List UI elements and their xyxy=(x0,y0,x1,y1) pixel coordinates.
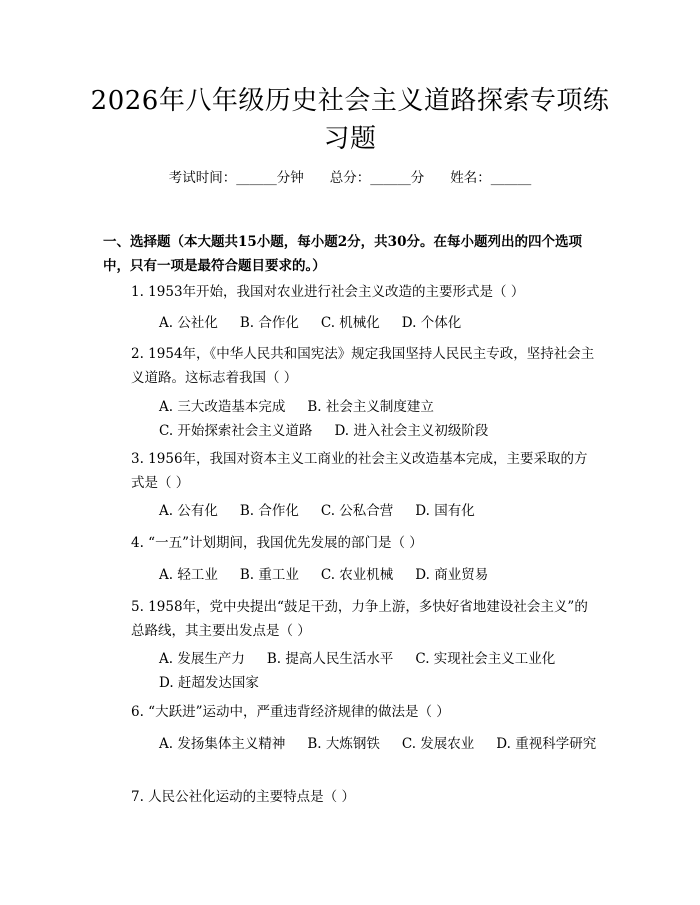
question-6-options xyxy=(103,732,599,756)
question-stem: 6. “大跃进”运动中，严重违背经济规律的做法是（ ） xyxy=(131,704,450,720)
option-c: C. 农业机械 xyxy=(320,567,394,583)
page-title: 2026年八年级历史社会主义道路探索专项练习题 xyxy=(90,86,610,154)
option-b: B. 合作化 xyxy=(239,315,299,331)
question-1-options xyxy=(103,311,599,335)
question-stem: 1. 1953年开始，我国对农业进行社会主义改造的主要形式是（ ） xyxy=(131,284,525,300)
question-6 xyxy=(103,700,599,724)
question-stem: 7. 人民公社化运动的主要特点是（ ） xyxy=(131,789,355,805)
exam-meta xyxy=(0,168,700,188)
option-a: A. 三大改造基本完成 xyxy=(159,399,286,415)
total-score-label: 总分：______分 xyxy=(329,170,425,186)
option-d: D. 赶超发达国家 xyxy=(159,675,259,691)
option-a: A. 发扬集体主义精神 xyxy=(159,736,286,752)
question-7 xyxy=(103,785,599,809)
question-stem: 2. 1954年，《中华人民共和国宪法》规定我国坚持人民民主专政，坚持社会主义道路。这标志着我国（ ） xyxy=(131,346,595,386)
question-1 xyxy=(103,280,599,304)
option-d: D. 国有化 xyxy=(415,503,475,519)
question-3-options xyxy=(103,499,599,523)
option-d: D. 进入社会主义初级阶段 xyxy=(334,423,489,439)
option-a: A. 公有化 xyxy=(159,503,218,519)
option-c: C. 公私合营 xyxy=(320,503,394,519)
option-d: D. 商业贸易 xyxy=(415,567,489,583)
question-2 xyxy=(103,342,599,390)
option-b: B. 提高人民生活水平 xyxy=(266,651,394,667)
option-b: B. 合作化 xyxy=(239,503,299,519)
section-heading: 一、选择题（本大题共15小题，每小题2分，共30分。在每小题列出的四个选项中，只有一项是最符合题目要求的。） xyxy=(103,234,582,274)
option-c: C. 开始探索社会主义道路 xyxy=(159,423,313,439)
option-d: D. 个体化 xyxy=(401,315,462,331)
question-stem: 5. 1958年，党中央提出“鼓足干劲，力争上游，多快好省地建设社会主义”的总路线，其主要出发点是（ ） xyxy=(131,599,588,639)
option-b: B. 重工业 xyxy=(239,567,299,583)
option-a: A. 轻工业 xyxy=(159,567,218,583)
question-5-options xyxy=(103,647,599,695)
question-3 xyxy=(103,447,599,495)
question-4-options xyxy=(103,563,599,587)
option-a: A. 发展生产力 xyxy=(159,651,245,667)
question-5 xyxy=(103,595,599,643)
option-c: C. 发展农业 xyxy=(401,736,475,752)
option-a: A. 公社化 xyxy=(159,315,218,331)
option-b: B. 社会主义制度建立 xyxy=(307,399,434,415)
question-stem: 3. 1956年，我国对资本主义工商业的社会主义改造基本完成，主要采取的方式是（ ） xyxy=(131,451,588,491)
question-stem: 4. “一五”计划期间，我国优先发展的部门是（ ） xyxy=(131,535,423,551)
question-4 xyxy=(103,531,599,555)
option-b: B. 大炼钢铁 xyxy=(307,736,380,752)
question-2-options xyxy=(103,395,599,443)
student-name-label: 姓名：______ xyxy=(450,170,532,186)
option-d: D. 重视科学研究 xyxy=(496,736,597,752)
option-c: C. 机械化 xyxy=(320,315,380,331)
option-c: C. 实现社会主义工业化 xyxy=(415,651,556,667)
exam-time-label: 考试时间：______分钟 xyxy=(168,170,304,186)
